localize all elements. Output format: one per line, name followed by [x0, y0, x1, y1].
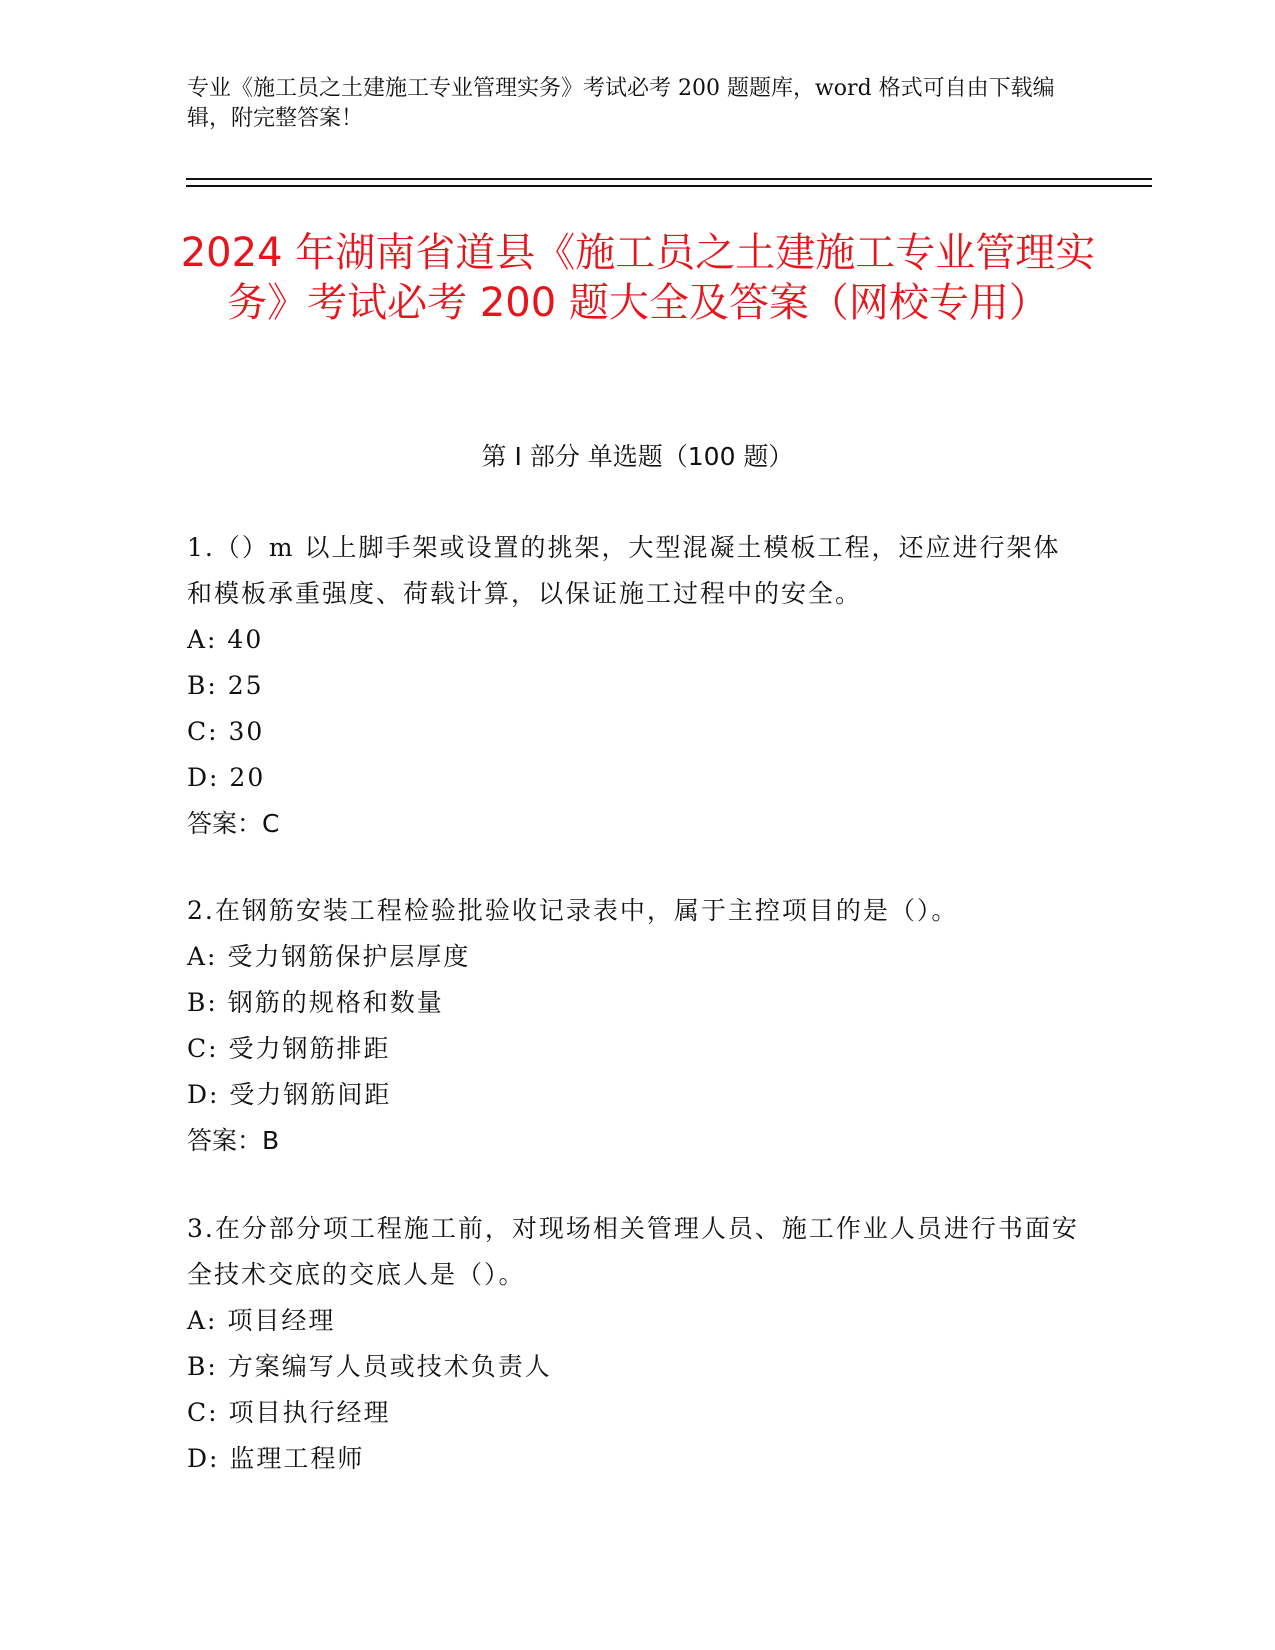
option-d: D: 受力钢筋间距 — [187, 1080, 392, 1109]
option-c: C: 项目执行经理 — [187, 1398, 391, 1427]
header-rule-top — [186, 178, 1152, 180]
answer: 答案：C — [187, 809, 280, 838]
header-rule-bottom — [186, 185, 1152, 187]
question-stem: 2.在钢筋安装工程检验批验收记录表中，属于主控项目的是（）。 — [187, 896, 959, 925]
answer: 答案：B — [187, 1126, 280, 1155]
question-stem: 1.（）m 以上脚手架或设置的挑架，大型混凝土模板工程，还应进行架体和模板承重强度、荷载计算，以保证施工过程中的安全。 — [187, 533, 1061, 608]
option-a: A: 项目经理 — [187, 1306, 336, 1335]
option-b: B: 25 — [187, 671, 264, 700]
question-stem: 3.在分部分项工程施工前，对现场相关管理人员、施工作业人员进行书面安全技术交底的交底人是（）。 — [187, 1214, 1079, 1289]
document-title: 2024 年湖南省道县《施工员之土建施工专业管理实务》考试必考 200 题大全及答案（网校专用） — [180, 230, 1096, 326]
option-c: C: 30 — [187, 717, 265, 746]
option-b: B: 钢筋的规格和数量 — [187, 988, 444, 1017]
option-b: B: 方案编写人员或技术负责人 — [187, 1352, 552, 1381]
section-title: 第 I 部分 单选题（100 题） — [481, 442, 794, 471]
option-a: A: 40 — [187, 625, 264, 654]
question-1 — [187, 525, 1087, 847]
option-d: D: 20 — [187, 763, 266, 792]
header-note: 专业《施工员之土建施工专业管理实务》考试必考 200 题题库，word 格式可自由下载编辑，附完整答案！ — [187, 76, 1055, 131]
question-3 — [187, 1206, 1087, 1482]
option-c: C: 受力钢筋排距 — [187, 1034, 391, 1063]
option-d: D: 监理工程师 — [187, 1444, 365, 1473]
question-2 — [187, 888, 1087, 1164]
option-a: A: 受力钢筋保护层厚度 — [187, 942, 471, 971]
